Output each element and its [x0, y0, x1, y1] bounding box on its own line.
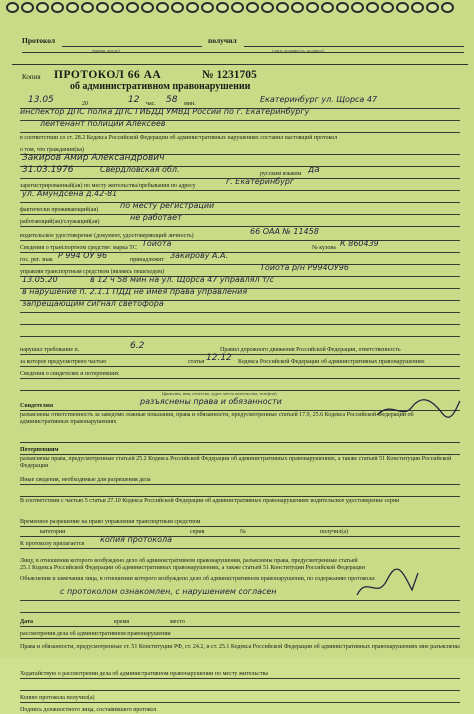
- hw-officer: инспектор ДПС полка ДПС ГИБДД УМВД России по г. Екатеринбургу: [20, 107, 310, 116]
- victims-label: Потерпевшим: [20, 447, 59, 453]
- hw-event-3: запрещающим сигнал светофора: [22, 299, 164, 308]
- rights-text-3: Права и обязанности, предусмотренные ст. 51 Конституции РФ, ст. 24.2, и ст. 25.1 Кодекса Российской Федерации об административных правонарушениях мне разъяснены: [20, 644, 460, 650]
- signature-scribble-2: [352, 565, 422, 605]
- hw-violation: 6.2: [130, 341, 145, 351]
- article-label: статьи: [188, 359, 205, 365]
- part-label: за которое предусмотрено частью: [20, 359, 107, 365]
- officer-sign-label: Подпись должностного лица, составившего протокол: [20, 707, 157, 713]
- row-rights-3: [20, 643, 460, 661]
- row-name: [20, 153, 460, 167]
- rules-label: Правил дорожного движения Российской Федерации, ответственность: [220, 347, 401, 353]
- spiral-binding: [0, 0, 474, 18]
- witnesses-label: Свидетелям: [20, 403, 54, 409]
- copy-received-label: Копию протокола получил(а): [20, 695, 95, 701]
- language-label: русским языком: [260, 171, 302, 177]
- hw-hour: 12: [128, 95, 140, 105]
- row-category: [20, 527, 460, 537]
- row-blank-1: [20, 315, 460, 325]
- row-date-place: [20, 617, 460, 627]
- row-copy-received: [20, 693, 460, 703]
- other-info-label: Иные сведения, необходимые для разрешения дела: [20, 477, 151, 483]
- body-label: № кузова: [312, 245, 336, 251]
- row-officer-sign: [20, 705, 460, 714]
- hw-explain: с протоколом ознакомлен, с нарушением согласен: [60, 587, 277, 596]
- row-blank-3: [20, 381, 460, 391]
- vehicle-label: Сведения о транспортном средстве: марка ТС: [20, 245, 137, 251]
- hw-date: 13.05: [28, 95, 54, 105]
- row-blank-2: [20, 327, 460, 337]
- manage-label: управляя транспортным средством (являясь пешеходом): [20, 269, 165, 275]
- rights-text-1: Лицу, в отношении которого возбуждено дело об административном правонарушении, разъяснены права, предусмотренные статьей: [20, 558, 358, 564]
- registration-label: зарегистрированный(ая) по месту жительства/пребывания по адресу: [20, 183, 196, 189]
- hw-minute: 58: [166, 95, 178, 105]
- protocol-sheet: [12, 64, 468, 713]
- residence-label: фактически проживающий(ая): [20, 207, 99, 213]
- hw-event-2: в нарушение п. 2.1.1 ПДД не имея права управления: [22, 287, 248, 296]
- received-small-label: получил(а): [320, 529, 349, 535]
- work-label: работающий(ая)/служащий(ая): [20, 219, 100, 225]
- hw-language: да: [308, 165, 320, 175]
- row-blank-4: [20, 433, 460, 443]
- protocol-title: ПРОТОКОЛ 66 АА: [54, 69, 162, 81]
- license-label: водительское удостоверение (документ, удостоверяющий личность): [20, 233, 194, 239]
- protocol-number: № 1231705: [202, 69, 257, 81]
- protocol-subtitle: об административном правонарушении: [70, 81, 251, 92]
- receipt-line-1: [62, 36, 202, 47]
- victims-rights-text: разъяснены права, предусмотренные статьей 25.2 Кодекса Российской Федерации об административных правонарушениях, а также статьей 51 Конституции Российской Федерации: [20, 456, 452, 469]
- hw-birthplace: Свердловская обл.: [100, 165, 180, 174]
- row-event-3: [20, 299, 460, 313]
- row-blank-5: [20, 487, 460, 497]
- row-part: [20, 353, 460, 367]
- receipt-stub: [22, 26, 464, 60]
- hw-name: Закиров Амир Александрович: [22, 153, 165, 163]
- receipt-line-3: [22, 52, 464, 53]
- hw-event-1: в 12 ч 58 мин на ул. Щорса 47 управлял т/с: [90, 275, 274, 284]
- row-officer-2: [20, 119, 460, 133]
- owner-label: принадлежит: [130, 257, 164, 263]
- signature-scribble-1: [372, 395, 462, 425]
- hw-owner: Закирову А.А.: [170, 251, 229, 260]
- hw-plate: Р 994 ОУ 96: [58, 251, 108, 260]
- row-victims-text: [20, 455, 460, 473]
- witness-caption: (фамилия, имя, отчество, адрес места жительства, телефон): [162, 391, 277, 396]
- hw-vehicle: Тойота: [142, 239, 172, 248]
- minute-label: мин.: [184, 101, 196, 107]
- row-attach: [20, 535, 460, 549]
- protocol-label: Протокол: [22, 36, 56, 45]
- row-work: [20, 213, 460, 227]
- row-fact: [20, 201, 460, 215]
- time-label: время: [114, 619, 130, 625]
- about-label: о том, что гражданин(ка): [20, 147, 84, 153]
- petition-label: Ходатайствую о рассмотрении дела об административном правонарушении по месту жительства: [20, 671, 268, 677]
- hw-manage: Тойота р/н Р994ОУ96: [260, 263, 349, 272]
- hw-event-date: 13.05.20: [22, 275, 58, 284]
- category-label: категории: [40, 529, 66, 535]
- hw-attach: копия протокола: [100, 535, 173, 544]
- hw-body: К 860439: [340, 239, 379, 248]
- row-victims: [20, 445, 460, 455]
- row-temp: [20, 517, 460, 527]
- row-addr2: [20, 189, 460, 203]
- row-review: [20, 629, 460, 639]
- detention-text: В соответствии с частью 5 статьи 27.10 Кодекса Российской Федерации об административных правонарушениях водительское удостоверение серии: [20, 498, 400, 504]
- row-witnesses-info: [20, 369, 460, 379]
- witness-rights-text: разъяснены ответственность за заведомо ложные показания, права и обязанности, предусмотренные статьей 17.9, 25.6 Кодекса Российской Федерации об административных правонарушениях: [20, 412, 414, 425]
- copy-label: Копия: [22, 73, 41, 81]
- hw-address-2: ул. Амундсена д.42-81: [22, 189, 118, 198]
- hour-label: час.: [146, 101, 156, 107]
- hw-article: 12.12: [206, 353, 232, 363]
- caption-time: (время, число): [92, 48, 120, 53]
- series-label: серия: [190, 529, 205, 535]
- row-violation: [20, 341, 460, 355]
- plate-label: гос. рег. знак: [20, 257, 53, 263]
- code-label: Кодекса Российской Федерации об административных правонарушениях: [238, 359, 425, 365]
- rights-text-2: 25.1 Кодекса Российской Федерации об административных правонарушениях, а также статьей 51 Конституции Российской Федерации: [20, 565, 365, 571]
- caption-date: (дата, должность, подпись): [272, 48, 324, 53]
- hw-residence: по месту регистрации: [120, 201, 215, 210]
- hw-address: г. Екатеринбург: [226, 177, 295, 186]
- hw-work: не работает: [130, 213, 182, 222]
- hw-birth: 31.03.1976: [22, 165, 74, 175]
- witness-info-label: Сведения о свидетелях и потерпевших: [20, 371, 119, 377]
- hw-place: Екатеринбург ул. Щорса 47: [260, 95, 378, 104]
- row-petition: [20, 669, 460, 679]
- row-blank-7: [20, 681, 460, 691]
- row-detention: [20, 497, 460, 515]
- hw-witnesses: разъяснены права и обязанности: [140, 397, 282, 406]
- hw-officer-2: лейтенант полиции Алексеев: [40, 119, 166, 128]
- violation-label: нарушил требование п.: [20, 347, 80, 353]
- row-plate: [20, 251, 460, 265]
- number-label: №: [240, 529, 246, 535]
- row-other: [20, 475, 460, 485]
- row-article: [20, 135, 460, 144]
- hw-license: 66 ОАА № 11458: [250, 227, 319, 236]
- place-label: место: [170, 619, 185, 625]
- received-label: получил: [208, 36, 237, 45]
- receipt-line-2: [244, 36, 464, 47]
- row-license: [20, 227, 460, 241]
- temp-permit-label: Временное разрешение на право управления транспортным средством: [20, 519, 201, 525]
- review-label: рассмотрения дела об административном правонарушении: [20, 631, 171, 637]
- date-label: Дата: [20, 619, 33, 625]
- year-prefix: 20: [82, 101, 88, 107]
- attach-label: К протоколу прилагается: [20, 541, 85, 547]
- explain-label: Объяснения и замечания лица, в отношении которого возбуждено дело об административном правонарушении, по содержанию протокола:: [20, 576, 376, 582]
- article-text: в соответствии со ст. 28.2 Кодекса Российской Федерации об административных нарушениях составил настоящий протокол: [20, 135, 338, 141]
